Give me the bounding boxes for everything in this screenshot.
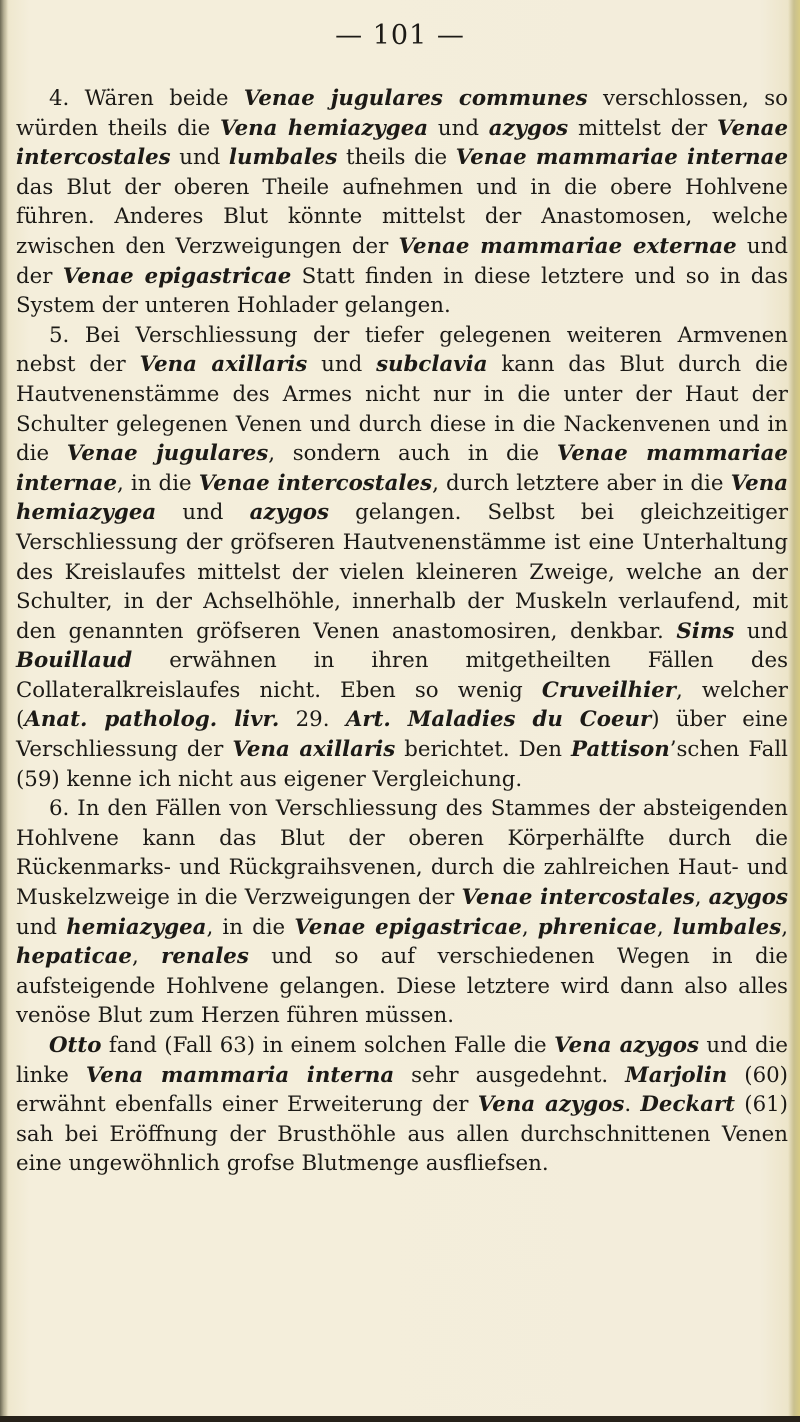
latin-term: Vena azygos [477, 1092, 625, 1118]
latin-term: Vena azygos [554, 1033, 699, 1058]
latin-term: Vena axillaris [139, 352, 308, 378]
scan-bottom-edge [0, 1416, 800, 1422]
paragraph-5: 5. Bei Verschliessung der tiefer gelegenen weiteren Armvenen nebst der Vena axillaris und subclavia kann das Blut durch die Hautvenenstämme des Armes nicht nur in die unter der Haut der Schulter gelegenen Venen und durch diese in die Nackenvenen und in die Venae jugulares, sondern auch in die Venae mammariae internae, in die Venae intercostales, durch letztere aber in die Vena hemiazygea und azygos gelangen. Selbst bei gleichzeitiger Verschliessung der gröfseren Hautvenenstämme ist eine Unterhaltung des Kreislaufes mittelst der vielen kleineren Zweige, welche an der Schulter, in der Achselhöhle, innerhalb der Muskeln verlaufend, mit den genannten gröfseren Venen anastomosiren, denkbar. Sims und Bouillaud erwähnen in ihren mitgetheilten Fällen des Collateralkreislaufes nicht. Eben so wenig Cruveilhier, welcher (Anat. patholog. livr. 29. Art. Maladies du Coeur) über eine Verschliessung der Vena axillaris berichtet. Den Pattison’schen Fall (59) kenne ich nicht aus eigener Vergleichung. [16, 322, 789, 792]
latin-term: Venae intercostales [198, 470, 433, 496]
latin-term: Marjolin [625, 1062, 728, 1088]
latin-term: Vena hemiazygea [16, 470, 789, 526]
latin-term: lumbales [672, 914, 782, 940]
latin-term: Venae jugulares communes [243, 86, 588, 111]
latin-term: Venae mammariae internae [16, 441, 788, 496]
latin-term: renales [161, 944, 249, 970]
latin-term: Vena mammaria interna [85, 1062, 395, 1088]
latin-term: Deckart [640, 1092, 736, 1118]
page-gutter-shadow [0, 0, 8, 1422]
latin-term: Venae jugulares [66, 441, 269, 467]
body-text [16, 84, 788, 1179]
latin-term: Otto [49, 1033, 102, 1058]
latin-term: Venae intercostales [16, 115, 788, 171]
latin-term: phrenicae [537, 914, 657, 940]
latin-term: Cruveilhier [541, 677, 676, 703]
latin-term: Venae mammariae internae [455, 145, 789, 171]
latin-term: Venae mammariae externae [398, 233, 737, 259]
latin-term: lumbales [228, 145, 338, 171]
latin-term: Pattison [571, 737, 670, 763]
page-edge [788, 0, 800, 1422]
paragraph-6: 6. In den Fällen von Verschliessung des Stammes der absteigenden Hohlvene kann das Blut der oberen Körperhälfte durch die Rückenmarks- und Rückgraihsvenen, durch die zahlreichen Haut- und Muskelzweige in die Verzweigungen der Venae intercostales, azygos und hemiazygea, in die Venae epigastricae, phrenicae, lumbales, hepaticae, renales und so auf verschiedenen Wegen in die aufsteigende Hohlvene gelangen. Diese letztere wird dann also alles venöse Blut zum Herzen führen müssen. [16, 796, 789, 1029]
latin-term: Venae epigastricae [294, 914, 522, 940]
paragraph-4: 4. Wären beide Venae jugulares communes verschlossen, so würden theils die Vena hemiazygea und azygos mittelst der Venae intercostales und lumbales theils die Venae mammariae internae das Blut der oberen Theile aufnehmen und in die obere Hohlvene führen. Anderes Blut könnte mittelst der Anastomosen, welche zwischen den Verzweigungen der Venae mammariae externae und der Venae epigastricae Statt finden in diese letztere und so in das System der unteren Hohlader gelangen. [16, 86, 789, 319]
latin-term: Vena axillaris [232, 737, 396, 763]
latin-term: Venae intercostales [461, 885, 695, 911]
page-number: — 101 — [335, 20, 465, 51]
latin-term: hemiazygea [66, 914, 207, 940]
latin-term: Art. Maladies du Coeur [345, 707, 652, 733]
latin-term: Anat. patholog. livr. [24, 707, 280, 733]
latin-term: azygos [708, 885, 788, 911]
latin-term: azygos [488, 115, 569, 141]
latin-term: Vena hemiazygea [220, 115, 429, 141]
latin-term: subclavia [376, 352, 488, 378]
latin-term: hepaticae [16, 944, 132, 970]
latin-term: Sims [676, 618, 735, 644]
latin-term: Venae epigastricae [62, 263, 292, 289]
latin-term: Bouillaud [16, 648, 133, 674]
paragraph-otto: Otto fand (Fall 63) in einem solchen Falle die Vena azygos und die linke Vena mammaria interna sehr ausgedehnt. Marjolin (60) erwähnt ebenfalls einer Erweiterung der Vena azygos. Deckart (61) sah bei Eröffnung der Brusthöhle aus allen durchschnittenen Venen eine ungewöhnlich grofse Blutmenge ausfliefsen. [16, 1033, 788, 1177]
latin-term: azygos [249, 500, 329, 526]
